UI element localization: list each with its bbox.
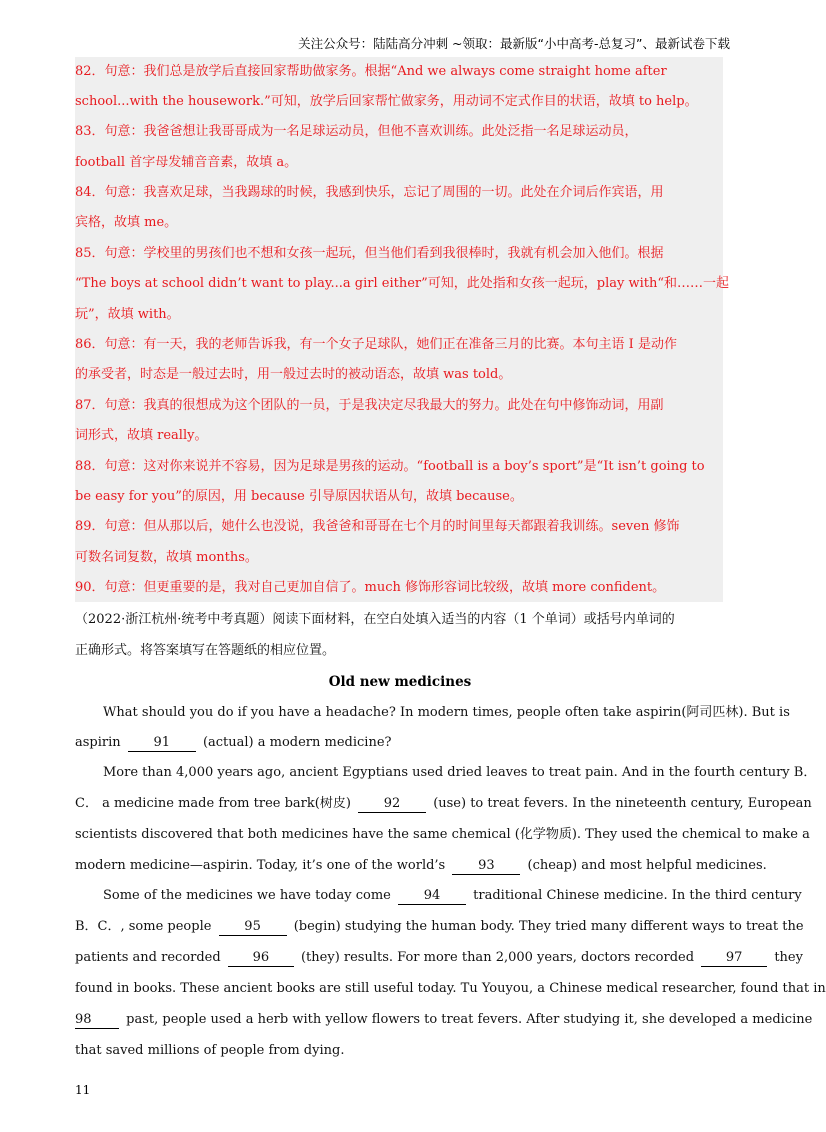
passage-text: C． a medicine made from tree bark(树皮) <box>75 796 351 811</box>
passage-line: What should you do if you have a headache? In modern times, people often take aspirin(阿司匹林). But is <box>103 705 790 720</box>
answer-line: 玩”，故填 with。 <box>75 307 180 322</box>
answer-line: 82．句意：我们总是放学后直接回家帮助做家务。根据“And we always come straight home after <box>75 64 667 79</box>
passage-line <box>75 1005 812 1035</box>
passage-text: aspirin <box>75 735 121 750</box>
passage-line: scientists discovered that both medicines have the same chemical (化学物质). They used the chemical to make a <box>75 827 810 842</box>
blank-96[interactable]: 96 <box>228 950 294 967</box>
passage-line <box>75 728 392 758</box>
passage-line: found in books. These ancient books are still useful today. Tu Youyou, a Chinese medical researcher, found that in <box>75 981 826 996</box>
passage-title: Old new medicines <box>328 674 472 690</box>
page-header: 关注公众号：陆陆高分冲刺 ~领取：最新版“小中高考-总复习”、最新试卷下载 <box>298 36 730 51</box>
answer-line: “The boys at school didn’t want to play...a girl either”可知，此处指和女孩一起玩，play with“和……一起 <box>75 276 729 291</box>
passage-text: past, people used a herb with yellow flowers to treat fevers. After studying it, she developed a medicine <box>126 1012 813 1027</box>
answer-line: be easy for you”的原因，用 because 引导原因状语从句，故填 because。 <box>75 489 523 504</box>
passage-text: patients and recorded <box>75 950 221 965</box>
passage-text: (use) to treat fevers. In the nineteenth century, European <box>433 796 812 811</box>
blank-93[interactable]: 93 <box>452 858 520 875</box>
passage-text: (cheap) and most helpful medicines. <box>527 858 767 873</box>
answer-line: 84．句意：我喜欢足球，当我踢球的时候，我感到快乐，忘记了周围的一切。此处在介词后作宾语，用 <box>75 185 664 200</box>
instructions-line: （2022·浙江杭州·统考中考真题）阅读下面材料，在空白处填入适当的内容（1 个单词）或括号内单词的 <box>75 612 675 627</box>
passage-text: modern medicine—aspirin. Today, it’s one of the world’s <box>75 858 446 873</box>
passage-line: that saved millions of people from dying. <box>75 1043 345 1058</box>
answer-line: football 首字母发辅音音素，故填 a。 <box>75 155 298 170</box>
answer-line: 87．句意：我真的很想成为这个团队的一员，于是我决定尽我最大的努力。此处在句中修饰动词，用副 <box>75 398 664 413</box>
answer-line: 宾格，故填 me。 <box>75 215 178 230</box>
passage-text: B．C．, some people <box>75 919 212 934</box>
blank-98[interactable]: 98 <box>75 1012 119 1029</box>
blank-95[interactable]: 95 <box>219 919 287 936</box>
answer-explanations-block <box>75 57 729 602</box>
answer-line: school...with the housework.”可知，放学后回家帮忙做家务，用动词不定式作目的状语，故填 to help。 <box>75 94 698 109</box>
passage-line <box>75 912 804 942</box>
answer-line: 的承受者，时态是一般过去时，用一般过去时的被动语态，故填 was told。 <box>75 367 512 382</box>
answer-line: 85．句意：学校里的男孩们也不想和女孩一起玩，但当他们看到我很棒时，我就有机会加入他们。根据 <box>75 246 664 261</box>
page-number: 11 <box>75 1083 91 1097</box>
blank-91[interactable]: 91 <box>128 735 196 752</box>
answer-line: 88．句意：这对你来说并不容易，因为足球是男孩的运动。“football is a boy’s sport”是“It isn’t going to <box>75 459 705 474</box>
instructions-line: 正确形式。将答案填写在答题纸的相应位置。 <box>75 643 336 658</box>
passage-line <box>75 851 767 881</box>
blank-94[interactable]: 94 <box>398 888 466 905</box>
passage-line <box>103 881 802 911</box>
blank-92[interactable]: 92 <box>358 796 426 813</box>
passage-text: (they) results. For more than 2,000 years, doctors recorded <box>300 950 695 965</box>
passage-text: Some of the medicines we have today come <box>103 888 391 903</box>
answer-line: 83．句意：我爸爸想让我哥哥成为一名足球运动员，但他不喜欢训练。此处泛指一名足球运动员， <box>75 124 638 139</box>
blank-97[interactable]: 97 <box>701 950 767 967</box>
answer-line: 86．句意：有一天，我的老师告诉我，有一个女子足球队，她们正在准备三月的比赛。本句主语 I 是动作 <box>75 337 677 352</box>
answer-line: 词形式，故填 really。 <box>75 428 208 443</box>
answer-line: 89．句意：但从那以后，她什么也没说，我爸爸和哥哥在七个月的时间里每天都跟着我训练。seven 修饰 <box>75 519 680 534</box>
answer-line: 可数名词复数，故填 months。 <box>75 550 258 565</box>
passage-text: (actual) a modern medicine? <box>202 735 392 750</box>
passage-line <box>75 789 812 819</box>
passage-text: (begin) studying the human body. They tried many different ways to treat the <box>293 919 804 934</box>
passage-text: traditional Chinese medicine. In the third century <box>473 888 802 903</box>
passage-text: they <box>774 950 803 965</box>
passage-line: More than 4,000 years ago, ancient Egyptians used dried leaves to treat pain. And in the fourth century B． <box>103 765 817 780</box>
passage-line <box>75 943 803 973</box>
answer-line: 90．句意：但更重要的是，我对自己更加自信了。much 修饰形容词比较级，故填 more confident。 <box>75 580 666 595</box>
